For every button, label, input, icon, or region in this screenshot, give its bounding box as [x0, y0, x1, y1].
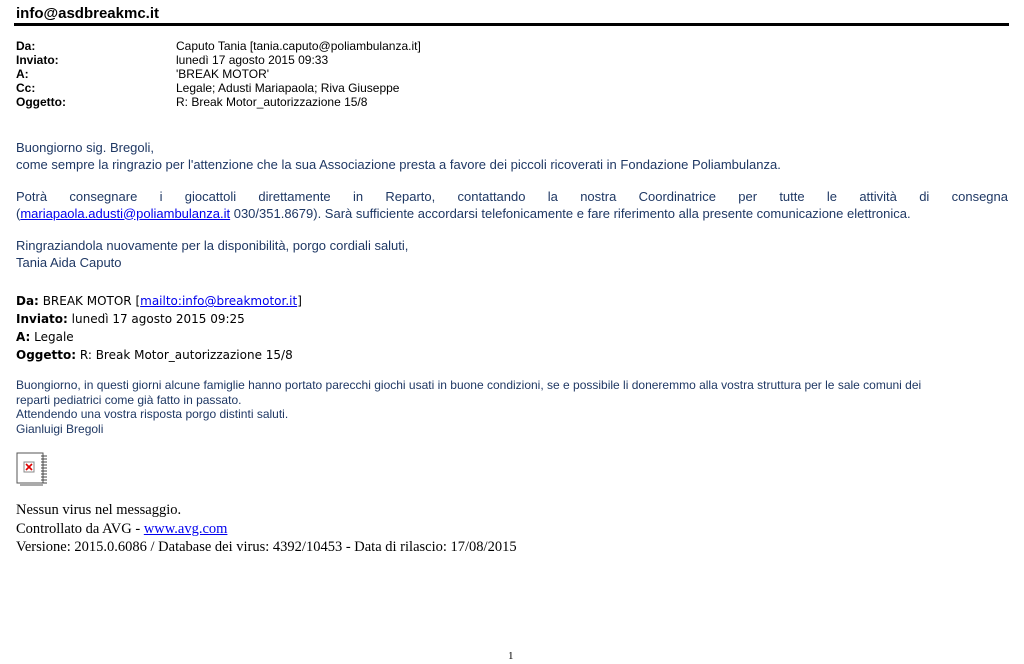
fwd-sent-value: lunedì 17 agosto 2015 09:25	[71, 312, 245, 326]
antivirus-footer	[16, 501, 517, 557]
to-value: 'BREAK MOTOR'	[176, 67, 270, 81]
broken-image-icon[interactable]	[16, 452, 48, 486]
reply-para2-line1: Potrà consegnare i giocattoli direttamente in Reparto, contattando la nostra Coordinatrice per tutte le attività di consegna	[16, 189, 1008, 204]
sent-value: lunedì 17 agosto 2015 09:33	[176, 53, 329, 67]
from-label: Da:	[16, 39, 36, 53]
cc-label: Cc:	[16, 81, 36, 95]
forwarded-header	[16, 292, 302, 364]
fwd-sent-row	[16, 310, 302, 328]
original-signature: Gianluigi Bregoli	[16, 421, 104, 436]
header-cc-row	[16, 81, 421, 95]
reply-body	[16, 140, 1008, 271]
header-subject-row	[16, 95, 421, 109]
fwd-subject-label: Oggetto:	[16, 348, 77, 362]
reply-signature: Tania Aida Caputo	[16, 254, 122, 270]
original-line-1: Buongiorno, in questi giorni alcune famiglie hanno portato parecchi giochi usati in buone condizioni, se e possibile li doneremmo alla vostra struttura per le sale comuni dei	[16, 378, 922, 392]
page-number: 1	[508, 650, 514, 662]
avg-line-3: Versione: 2015.0.6086 / Database dei virus: 4392/10453 - Data di rilascio: 17/08/2015	[16, 539, 517, 555]
reply-para2-line2	[16, 206, 1008, 223]
avg-line-2	[16, 520, 517, 539]
to-label: A:	[16, 67, 29, 81]
cc-value: Legale; Adusti Mariapaola; Riva Giuseppe	[176, 81, 400, 95]
reply-line-1: come sempre la ringrazio per l'attenzione che la sua Associazione presta a favore dei piccoli ricoverati in Fondazione Poliambulanza.	[16, 156, 781, 172]
fwd-to-row	[16, 328, 302, 346]
sent-label: Inviato:	[16, 53, 59, 67]
fwd-from-value: BREAK MOTOR [	[42, 294, 141, 308]
header-from-row	[16, 39, 421, 53]
original-line-2: reparti pediatrici come già fatto in passato.	[16, 392, 242, 407]
header-to-row	[16, 67, 421, 81]
reply-closing: Ringraziandola nuovamente per la disponibilità, porgo cordiali saluti,	[16, 238, 409, 253]
reply-greeting: Buongiorno sig. Bregoli,	[16, 140, 155, 155]
fwd-from-label: Da:	[16, 294, 39, 308]
original-line-3: Attendendo una vostra risposta porgo distinti saluti.	[16, 407, 289, 421]
para2-open: (	[16, 205, 21, 221]
header-divider	[14, 23, 1009, 26]
fwd-subject-row	[16, 346, 302, 364]
account-email: info@asdbreakmc.it	[16, 5, 159, 22]
fwd-from-close: ]	[297, 294, 302, 308]
fwd-from-row	[16, 292, 302, 310]
fwd-mailto-link[interactable]: mailto:info@breakmotor.it	[140, 294, 298, 308]
original-body	[16, 378, 1008, 436]
fwd-to-value: Legale	[34, 330, 74, 344]
coordinator-email-link[interactable]: mariapaola.adusti@poliambulanza.it	[20, 205, 231, 221]
subject-label: Oggetto:	[16, 95, 66, 109]
fwd-to-label: A:	[16, 330, 31, 344]
subject-value: R: Break Motor_autorizzazione 15/8	[176, 95, 368, 109]
para2-rest: 030/351.8679). Sarà sufficiente accordarsi telefonicamente e fare riferimento alla presente comunicazione elettronica.	[230, 205, 911, 221]
avg-link[interactable]: www.avg.com	[143, 520, 228, 537]
from-value: Caputo Tania [tania.caputo@poliambulanza.it]	[176, 39, 421, 53]
fwd-sent-label: Inviato:	[16, 312, 68, 326]
fwd-subject-value: R: Break Motor_autorizzazione 15/8	[79, 348, 293, 362]
avg-prefix: Controllato da AVG -	[16, 520, 144, 537]
avg-line-1: Nessun virus nel messaggio.	[16, 502, 182, 518]
email-header	[16, 39, 421, 109]
header-sent-row	[16, 53, 421, 67]
